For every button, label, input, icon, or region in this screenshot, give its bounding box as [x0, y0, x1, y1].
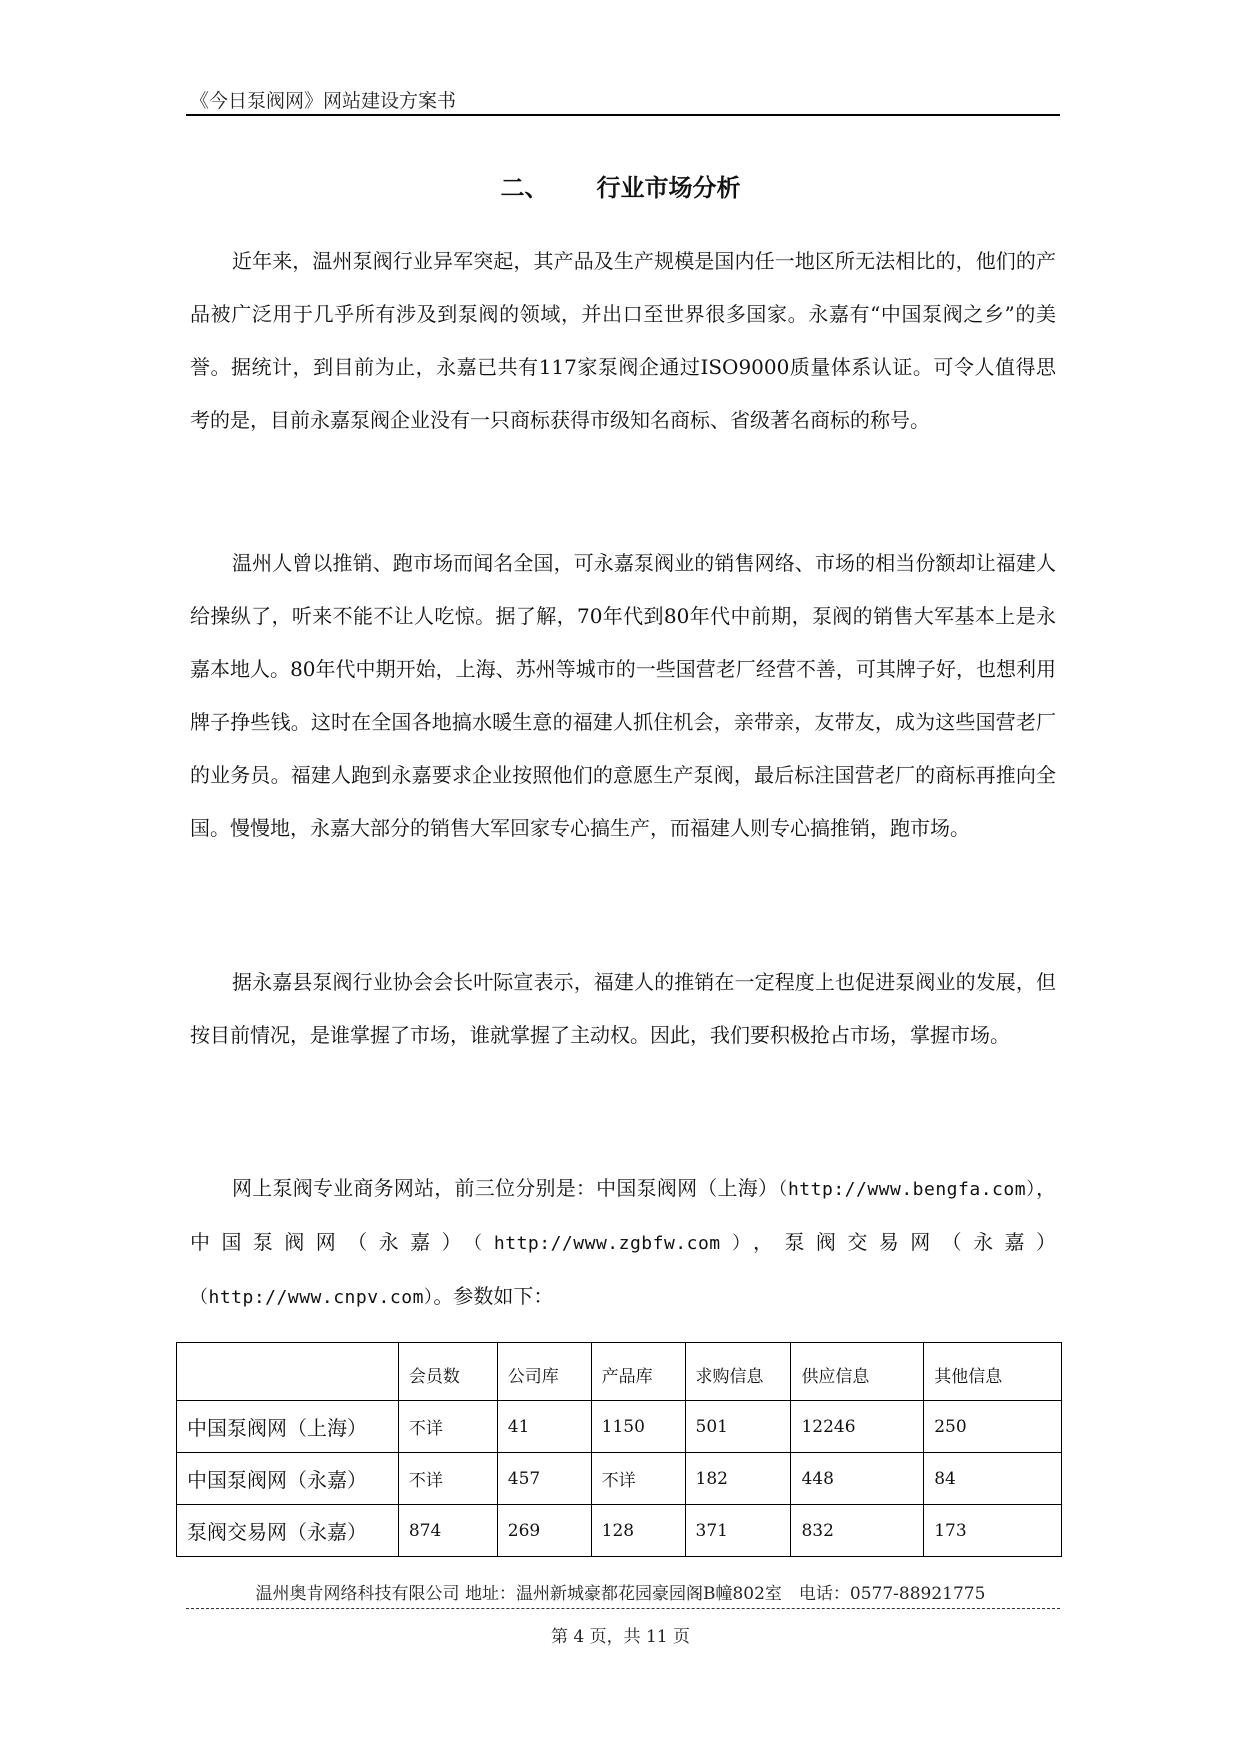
footer-company-info: 温州奥肯网络科技有限公司 地址：温州新城豪都花园豪园阁B幢802室 电话：0577-88921775: [255, 1584, 986, 1604]
paragraph-industry-overview: 近年来，温州泵阀行业异军突起，其产品及生产规模是国内任一地区所无法相比的，他们的产品被广泛用于几乎所有涉及到泵阀的领域，并出口至世界很多国家。永嘉有“中国泵阀之乡”的美誉。据统计，到目前为止，永嘉已共有117家泵阀企通过ISO9000质量体系认证。可令人值得思考的是，目前永嘉泵阀企业没有一只商标获得市级知名商标、省级著名商标的称号。: [190, 249, 1056, 432]
table-header-cell: 会员数: [398, 1343, 497, 1401]
table-header-cell: 供应信息: [791, 1343, 924, 1401]
table-cell: 12246: [791, 1401, 924, 1453]
table-cell: 250: [924, 1401, 1062, 1453]
website-url-cnpv[interactable]: （http://www.cnpv.com）: [190, 1287, 434, 1308]
table-cell: 不详: [591, 1453, 685, 1505]
table-cell: 128: [591, 1505, 685, 1557]
table-cell: 中国泵阀网（上海）: [177, 1401, 399, 1453]
table-row: [177, 1505, 1062, 1557]
websites-sep-2: ，泵阀交易网（永嘉）: [753, 1230, 1056, 1254]
section-number: 二、: [500, 174, 549, 202]
table-header-cell: 求购信息: [685, 1343, 791, 1401]
table-cell: 泵阀交易网（永嘉）: [177, 1505, 399, 1557]
websites-sep-1: ，中国泵阀网（永嘉）: [190, 1176, 1057, 1254]
table-row: [177, 1453, 1062, 1505]
websites-end: 。参数如下：: [433, 1284, 554, 1308]
document-header-title: 《今日泵阀网》网站建设方案书: [190, 90, 457, 112]
table-cell: 84: [924, 1453, 1062, 1505]
paragraph-sales-network: 温州人曾以推销、跑市场而闻名全国，可永嘉泵阀业的销售网络、市场的相当份额却让福建人给操纵了，听来不能不让人吃惊。据了解，70年代到80年代中前期，泵阀的销售大军基本上是永嘉本地人。80年代中期开始，上海、苏州等城市的一些国营老厂经营不善，可其牌子好，也想利用牌子挣些钱。这时在全国各地搞水暖生意的福建人抓住机会，亲带亲，友带友，成为这些国营老厂的业务员。福建人跑到永嘉要求企业按照他们的意愿生产泵阀，最后标注国营老厂的商标再推向全国。慢慢地，永嘉大部分的销售大军回家专心搞生产，而福建人则专心搞推销，跑市场。: [190, 551, 1056, 840]
table-cell: 832: [791, 1505, 924, 1557]
table-cell: 173: [924, 1505, 1062, 1557]
table-cell: 182: [685, 1453, 791, 1505]
table-header-cell: 其他信息: [924, 1343, 1062, 1401]
table-cell: 中国泵阀网（永嘉）: [177, 1453, 399, 1505]
paragraph-top-websites: [190, 1162, 1056, 1324]
website-parameters-table: [176, 1342, 1062, 1557]
table-cell: 不详: [398, 1401, 497, 1453]
table-cell: 371: [685, 1505, 791, 1557]
website-url-bengfa[interactable]: （http://www.bengfa.com）: [778, 1179, 1037, 1200]
section-title: 行业市场分析: [596, 174, 741, 202]
table-cell: 41: [497, 1401, 591, 1453]
paragraph-market-control: 据永嘉县泵阀行业协会会长叶际宣表示，福建人的推销在一定程度上也促进泵阀业的发展，但按目前情况，是谁掌握了市场，谁就掌握了主动权。因此，我们要积极抢占市场，掌握市场。: [190, 970, 1056, 1047]
table-header-row: [177, 1343, 1062, 1401]
table-header-cell: 产品库: [591, 1343, 685, 1401]
footer-dashed-rule: [186, 1608, 1060, 1609]
table-header-cell: 公司库: [497, 1343, 591, 1401]
website-url-zgbfw[interactable]: （http://www.zgbfw.com）: [472, 1233, 754, 1254]
table-cell: 457: [497, 1453, 591, 1505]
table-cell: 501: [685, 1401, 791, 1453]
table-cell: 不详: [398, 1453, 497, 1505]
table-cell: 874: [398, 1505, 497, 1557]
table-header-cell: [177, 1343, 399, 1401]
table-cell: 448: [791, 1453, 924, 1505]
table-cell: 269: [497, 1505, 591, 1557]
section-heading: [0, 168, 1241, 203]
header-rule: [186, 114, 1060, 116]
websites-intro: 网上泵阀专业商务网站，前三位分别是：中国泵阀网（上海）: [232, 1176, 779, 1200]
table-cell: 1150: [591, 1401, 685, 1453]
table-row: [177, 1401, 1062, 1453]
page-number: 第 4 页，共 11 页: [550, 1627, 691, 1647]
